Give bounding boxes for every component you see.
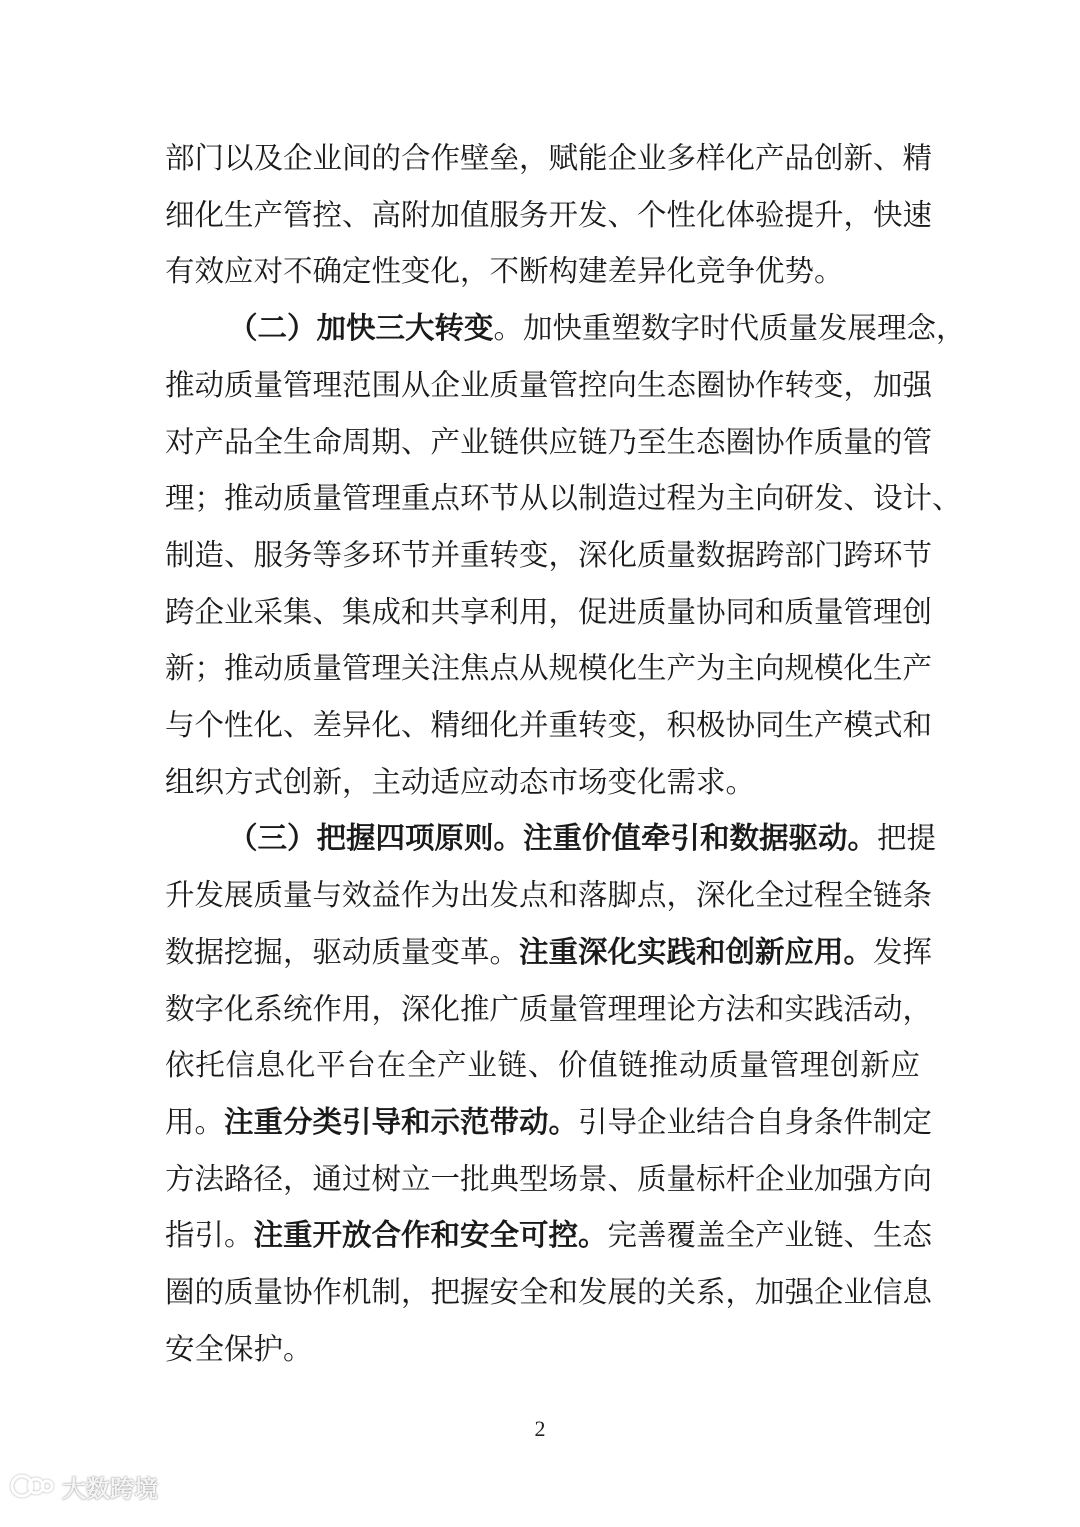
text-line: [165, 697, 933, 753]
text-segment: 升发展质量与效益作为出发点和落脚点，深化全过程全链条: [165, 878, 933, 913]
text-segment: 跨企业采集、集成和共享利用，促进质量协同和质量管理创: [165, 594, 933, 629]
text-segment: 依托信息化平台在全产业链、价值链推动质量管理创新应: [165, 1048, 920, 1083]
text-line: [165, 1207, 933, 1263]
bold-text-segment: 注重分类引导和示范带动。: [224, 1104, 579, 1139]
text-line: [165, 470, 962, 526]
text-segment: 有效应对不确定性变化，不断构建差异化竞争优势。: [165, 254, 844, 289]
bold-text-segment: （二）加快三大转变: [228, 311, 494, 346]
text-segment: 制造、服务等多环节并重转变，深化质量数据跨部门跨环节: [165, 537, 933, 572]
text-segment: 组织方式创新，主动适应动态市场变化需求。: [165, 764, 756, 799]
text-segment: 数据挖掘，驱动质量变革。: [165, 934, 520, 969]
text-line: [165, 924, 933, 980]
page-number: 2: [534, 1416, 546, 1441]
logo-icon: [10, 1471, 56, 1501]
text-line: [228, 810, 937, 866]
watermark-text: 大数跨境: [62, 1474, 158, 1503]
text-line: [165, 527, 933, 583]
text-line: [165, 640, 933, 696]
watermark: [10, 1462, 158, 1510]
text-line: [165, 1094, 933, 1150]
text-segment: 与个性化、差异化、精细化并重转变，积极协同生产模式和: [165, 708, 933, 742]
text-segment: 发挥: [873, 934, 933, 969]
text-segment: 引导企业结合自身条件制定: [578, 1104, 933, 1139]
text-segment: 数字化系统作用，深化推广质量管理理论方法和实践活动，: [165, 991, 933, 1026]
text-segment: 理；推动质量管理重点环节从以制造过程为主向研发、设计、: [165, 481, 962, 516]
text-segment: 完善覆盖全产业链、生态: [607, 1218, 933, 1253]
bold-text-segment: 注重开放合作和安全可控。: [253, 1218, 608, 1253]
text-segment: 安全保护。: [165, 1331, 313, 1366]
text-line: [165, 130, 933, 186]
bold-text-segment: （三）把握四项原则。注重价值牵引和数据驱动。: [228, 821, 878, 856]
text-segment: 把提: [877, 821, 937, 856]
text-line: [165, 981, 933, 1037]
text-line: [165, 754, 755, 810]
text-line: [165, 414, 933, 470]
text-segment: 推动质量管理范围从企业质量管控向生态圈协作转变，加强: [165, 367, 933, 402]
text-segment: 。加快重塑数字时代质量发展理念，: [493, 311, 966, 346]
text-line: [165, 187, 933, 243]
text-segment: 新；推动质量管理关注焦点从规模化生产为主向规模化生产: [165, 651, 933, 686]
text-line: [165, 1264, 933, 1320]
text-line: [165, 243, 844, 299]
text-segment: 部门以及企业间的合作壁垒，赋能企业多样化产品创新、精: [165, 141, 933, 175]
text-line: [165, 867, 933, 923]
text-line: [165, 1037, 920, 1093]
text-segment: 圈的质量协作机制，把握安全和发展的关系，加强企业信息: [165, 1275, 933, 1309]
text-line: [165, 1321, 313, 1377]
text-line: [165, 584, 933, 640]
text-segment: 对产品全生命周期、产业链供应链乃至生态圈协作质量的管: [165, 424, 933, 459]
text-line: [228, 300, 966, 356]
text-segment: 指引。: [165, 1218, 254, 1253]
bold-text-segment: 注重深化实践和创新应用。: [519, 934, 874, 969]
text-segment: 方法路径，通过树立一批典型场景、质量标杆企业加强方向: [165, 1161, 933, 1196]
text-line: [165, 1151, 933, 1207]
text-segment: 细化生产管控、高附加值服务开发、个性化体验提升，快速: [165, 197, 933, 232]
text-segment: 用。: [165, 1104, 225, 1139]
text-line: [165, 357, 933, 413]
